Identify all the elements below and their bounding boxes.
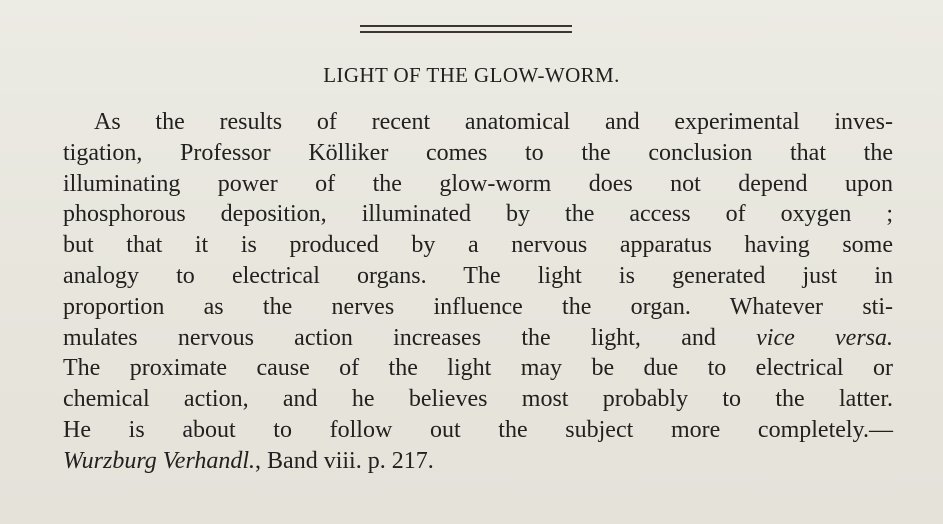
citation-volume-page: , Band viii. p. 217. — [255, 447, 434, 474]
paragraph-line-2: tigation, Professor Kölliker comes to the conclusion that the — [63, 139, 893, 166]
paragraph-line-3: illuminating power of the glow-worm does not depend upon — [63, 170, 893, 197]
bottom-rule — [360, 31, 572, 33]
paragraph-line-5: but that it is produced by a nervous apparatus having some — [63, 232, 893, 259]
paragraph-line-1: As the results of recent anatomical and experimental inves- — [94, 109, 893, 135]
paragraph-line-10: chemical action, and he believes most probably to the latter. — [63, 386, 893, 413]
paragraph-line-4: phosphorous deposition, illuminated by the access of oxygen ; — [63, 201, 893, 228]
citation-line — [63, 446, 893, 477]
citation-journal: Wurzburg Verhandl. — [63, 447, 256, 474]
paragraph-line-8-text: mulates nervous action increases the light, and — [63, 324, 716, 351]
paragraph-line-8 — [63, 323, 893, 354]
double-rule — [360, 24, 572, 34]
paragraph-line-7: proportion as the nerves influence the organ. Whatever sti- — [63, 293, 893, 320]
article-title: LIGHT OF THE GLOW-WORM. — [323, 63, 620, 87]
vice-versa-italic: vice versa. — [756, 324, 894, 351]
paragraph-line-6: analogy to electrical organs. The light is generated just in — [63, 262, 893, 289]
paragraph-line-9: The proximate cause of the light may be due to electrical or — [63, 355, 893, 382]
top-rule — [360, 25, 572, 27]
paragraph-line-11: He is about to follow out the subject more completely.— — [63, 416, 893, 443]
article-body — [63, 107, 893, 477]
